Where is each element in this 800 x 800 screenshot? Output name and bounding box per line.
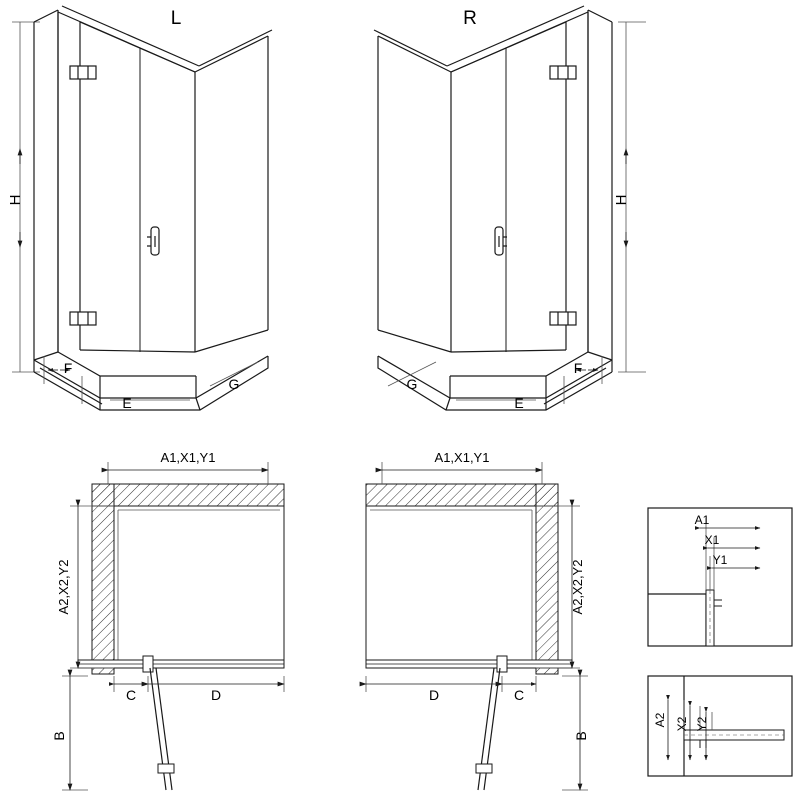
label-e-left: E bbox=[122, 395, 132, 411]
label-h-right: H bbox=[613, 194, 630, 206]
detail-top-label-a1: A1 bbox=[694, 513, 710, 527]
plan-left-label-d: D bbox=[210, 687, 222, 703]
detail-top-label-y1: Y1 bbox=[712, 553, 728, 567]
plan-view-right bbox=[366, 462, 588, 790]
plan-right-label-c: C bbox=[513, 687, 525, 703]
plan-left-label-c: C bbox=[125, 687, 137, 703]
label-view-right: R bbox=[463, 8, 477, 29]
door-handle-left bbox=[147, 227, 159, 255]
detail-bottom-label-y2: Y2 bbox=[695, 716, 709, 732]
plan-right-top-label: A1,X1,Y1 bbox=[434, 450, 490, 465]
detail-bottom-label-a2: A2 bbox=[653, 712, 667, 728]
detail-bottom bbox=[648, 676, 792, 776]
label-view-left: L bbox=[170, 8, 182, 29]
plan-left-label-b: B bbox=[51, 731, 67, 741]
detail-bottom-label-x2: X2 bbox=[675, 716, 689, 732]
plan-view-left bbox=[62, 462, 284, 790]
plan-right-label-b: B bbox=[573, 731, 589, 741]
hinges-left bbox=[70, 66, 96, 325]
label-f-right: F bbox=[573, 360, 583, 376]
label-g-left: G bbox=[228, 376, 240, 392]
label-e-right: E bbox=[514, 395, 524, 411]
hinges-right bbox=[550, 66, 576, 325]
plan-left-side-label: A2,X2,Y2 bbox=[56, 559, 71, 615]
iso-view-right bbox=[374, 6, 646, 410]
label-h-left: H bbox=[7, 194, 24, 206]
iso-view-left bbox=[12, 6, 272, 410]
detail-top-label-x1: X1 bbox=[704, 533, 720, 547]
label-g-right: G bbox=[406, 376, 418, 392]
door-handle-right bbox=[495, 227, 507, 255]
plan-right-label-d: D bbox=[428, 687, 440, 703]
label-f-left: F bbox=[63, 360, 73, 376]
detail-top bbox=[648, 508, 792, 646]
plan-right-side-label: A2,X2,Y2 bbox=[570, 559, 585, 615]
plan-left-top-label: A1,X1,Y1 bbox=[160, 450, 216, 465]
